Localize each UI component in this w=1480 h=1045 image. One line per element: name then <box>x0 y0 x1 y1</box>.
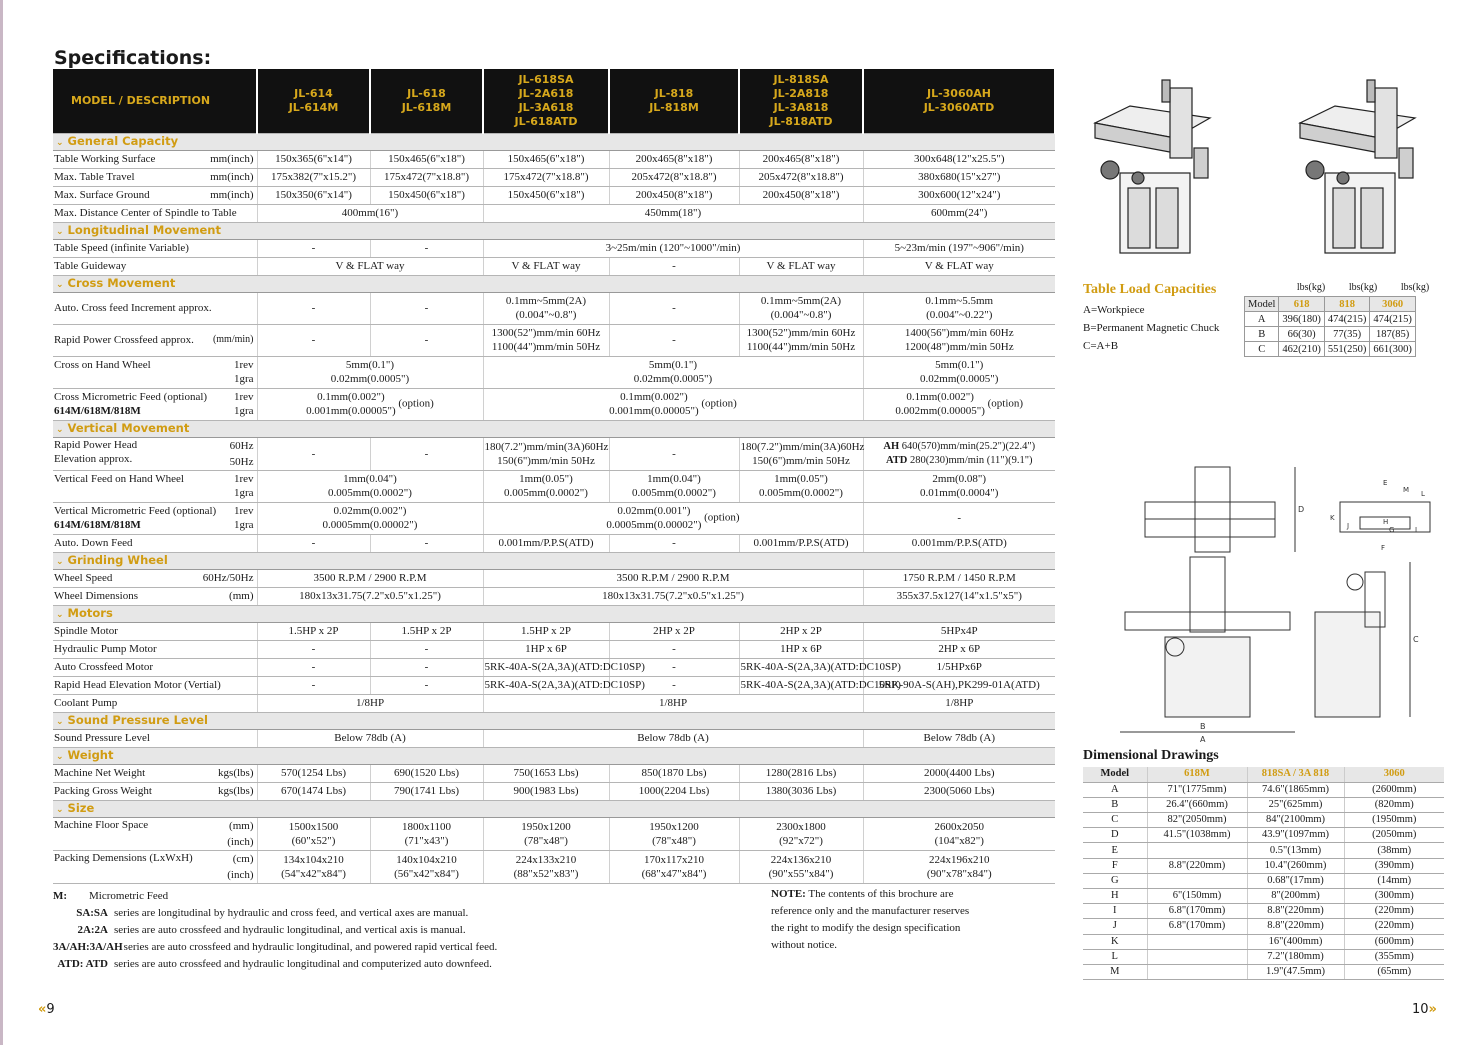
table-row: Table Working Surface mm(inch) 150x365(6"x14") 150x465(6"x18") 150x465(6"x18") 200x465(8"x18") 200x465(8"x18") 300x648(12"x25.5") <box>53 150 1055 168</box>
table-row: Max. Surface Ground mm(inch) 150x350(6"x14") 150x450(6"x18") 150x450(6"x18") 200x450(8"x18") 200x450(8"x18") 300x600(12"x24") <box>53 186 1055 204</box>
legend-item: 2A:2A series are auto crossfeed and hydraulic longitudinal, and vertical axis is manual. <box>77 924 466 936</box>
table-row: J 6.8"(170mm) 8.8"(220mm) (220mm) <box>1083 919 1444 934</box>
dim-header-row: Model 618M 818SA / 3A 818 3060 <box>1083 767 1444 782</box>
table-row: Machine Net Weight kgs(lbs) 570(1254 Lbs) 690(1520 Lbs) 750(1653 Lbs) 850(1870 Lbs) 1280(2816 Lbs) 2000(4400 Lbs) <box>53 764 1055 782</box>
model-description-header: MODEL / DESCRIPTION <box>53 69 257 133</box>
table-row: C 462(210) 551(250) 661(300) <box>1245 342 1416 357</box>
load-units: lbs(kg) lbs(kg) lbs(kg) <box>1296 282 1430 293</box>
page-number-right: 10» <box>1412 1002 1437 1017</box>
table-row: G 0.68"(17mm) (14mm) <box>1083 873 1444 888</box>
double-chevron-right-icon: » <box>1428 1002 1437 1017</box>
legend-item: ATD: ATD series are auto crossfeed and hydraulic longitudinal and computerized auto downfeed. <box>57 958 492 970</box>
svg-text:J: J <box>1347 522 1350 530</box>
page-edge <box>0 0 3 1045</box>
table-row: Rapid Power Crossfeed approx. (mm/min) - - 1300(52")mm/min 60Hz 1100(44")mm/min 50Hz - 1300(52")mm/min 60Hz 1100(44")mm/min 50Hz 1400(56")mm/min 60Hz 1200(48")mm/min 50Hz <box>53 324 1055 356</box>
chevron-down-icon: ⌄ <box>56 137 64 148</box>
table-row: Rapid Head Elevation Motor (Vertial) - - 5RK-40A-S(2A,3A)(ATD:DC10SP) - 5RK-40A-S(2A,3A)(ATD:DC10SP) 5RK-90A-S(AH),PK299-01A(ATD) <box>53 676 1055 694</box>
table-header <box>53 69 1055 133</box>
load-capacities-key: A=Workpiece B=Permanent Magnetic Chuck C=A+B <box>1083 304 1220 352</box>
table-row: Wheel Dimensions (mm) 180x13x31.75(7.2"x0.5"x1.25") 180x13x31.75(7.2"x0.5"x1.25") 355x37.5x127(14"x1.5"x5") <box>53 587 1055 605</box>
model-header: JL-818SA JL-2A818 JL-3A818 JL-818ATD <box>739 69 863 133</box>
table-row: Vertical Feed on Hand Wheel 1rev 1gra 1mm(0.04") 0.005mm(0.0002") 1mm(0.05") 0.005mm(0.0002") 1mm(0.04") 0.005mm(0.0002") 1mm(0.05") 0.005mm(0.0002") 2mm(0.08") 0.01mm(0.0004") <box>53 470 1055 502</box>
table-row: K 16"(400mm) (600mm) <box>1083 934 1444 949</box>
machine-illustration-right <box>1295 78 1435 258</box>
section-vertical-movement: ⌄ Vertical Movement <box>53 420 1055 437</box>
legend-item: M: Micrometric Feed <box>53 890 169 902</box>
svg-text:C: C <box>1413 635 1419 644</box>
chevron-down-icon: ⌄ <box>56 226 64 237</box>
page-number-left: «9 <box>38 1002 55 1017</box>
machine-illustration-left <box>1090 78 1230 258</box>
chevron-down-icon: ⌄ <box>56 424 64 435</box>
model-header: JL-818 JL-818M <box>609 69 739 133</box>
table-row: A 396(180) 474(215) 474(215) <box>1245 312 1416 327</box>
table-row: Auto. Down Feed - - 0.001mm/P.P.S(ATD) - 0.001mm/P.P.S(ATD) 0.001mm/P.P.S(ATD) <box>53 534 1055 552</box>
section-sound-pressure: ⌄ Sound Pressure Level <box>53 712 1055 729</box>
svg-text:H: H <box>1383 518 1389 526</box>
table-row: B 66(30) 77(35) 187(85) <box>1245 327 1416 342</box>
section-longitudinal-movement: ⌄ Longitudinal Movement <box>53 222 1055 239</box>
table-row: Coolant Pump 1/8HP 1/8HP 1/8HP <box>53 694 1055 712</box>
chevron-down-icon: ⌄ <box>56 804 64 815</box>
table-row: Spindle Motor 1.5HP x 2P 1.5HP x 2P 1.5HP x 2P 2HP x 2P 2HP x 2P 5HPx4P <box>53 622 1055 640</box>
model-header: JL-618SA JL-2A618 JL-3A618 JL-618ATD <box>483 69 609 133</box>
legend-item: SA:SA series are longitudinal by hydraulic and cross feed, and vertical axes are manual. <box>76 907 469 919</box>
table-row: Packing Gross Weight kgs(lbs) 670(1474 Lbs) 790(1741 Lbs) 900(1983 Lbs) 1000(2204 Lbs) 1380(3036 Lbs) 2300(5060 Lbs) <box>53 782 1055 800</box>
specifications-table <box>53 69 1056 884</box>
model-header: JL-618 JL-618M <box>370 69 483 133</box>
table-row: Table Speed (infinite Variable) - - 3~25m/min (120"~1000"/min) 5~23m/min (197"~906"/min) <box>53 239 1055 257</box>
table-row: Hydraulic Pump Motor - - 1HP x 6P - 1HP x 6P 2HP x 6P <box>53 640 1055 658</box>
table-row: Sound Pressure Level Below 78db (A) Below 78db (A) Below 78db (A) <box>53 729 1055 747</box>
table-row: Machine Floor Space (mm) (inch) 1500x1500 (60"x52") 1800x1100 (71"x43") 1950x1200 (78"x48") 1950x1200 (78"x48") 2300x1800 (92"x72") 2600x2050 (104"x82") <box>53 817 1055 850</box>
table-row: I 6.8"(170mm) 8.8"(220mm) (220mm) <box>1083 904 1444 919</box>
model-header: JL-614 JL-614M <box>257 69 370 133</box>
svg-text:G: G <box>1389 526 1395 534</box>
chevron-down-icon: ⌄ <box>56 609 64 620</box>
legend-item: 3A/AH:3A/AH series are auto crossfeed and hydraulic longitudinal, and powered rapid vertical feed. <box>53 941 498 953</box>
dim-label-d: D <box>1298 505 1305 514</box>
table-row: Cross on Hand Wheel 1rev 1gra 5mm(0.1") 0.02mm(0.0005") 5mm(0.1") 0.02mm(0.0005") 5mm(0.1") 0.02mm(0.0005") <box>53 356 1055 388</box>
load-capacities-title: Table Load Capacities <box>1083 282 1217 297</box>
table-row: 1rev 1gra Vertical Micrometric Feed (optional) 614M/618M/818M 0.02mm(0.002") 0.0005mm(0.00002") 0.02mm(0.001") 0.0005mm(0.00002") (option) - <box>53 502 1055 534</box>
table-row: L 7.2"(180mm) (355mm) <box>1083 949 1444 964</box>
svg-text:B: B <box>1200 722 1206 731</box>
table-row: Max. Table Travel mm(inch) 175x382(7"x15.2") 175x472(7"x18.8") 175x472(7"x18.8") 205x472(8"x18.8") 205x472(8"x18.8") 380x680(15"x27") <box>53 168 1055 186</box>
table-row: Max. Distance Center of Spindle to Table 400mm(16") 450mm(18") 600mm(24") <box>53 204 1055 222</box>
chevron-down-icon: ⌄ <box>56 716 64 727</box>
svg-text:K: K <box>1330 514 1335 522</box>
svg-text:M: M <box>1403 486 1410 494</box>
section-weight: ⌄ Weight <box>53 747 1055 764</box>
table-row: M 1.9"(47.5mm) (65mm) <box>1083 964 1444 979</box>
double-chevron-left-icon: « <box>38 1002 47 1017</box>
page-title: Specifications: <box>54 47 212 69</box>
table-row: Auto. Cross feed Increment approx. - - 0.1mm~5mm(2A) (0.004"~0.8") - 0.1mm~5mm(2A) (0.004"~0.8") 0.1mm~5.5mm (0.004"~0.22") <box>53 292 1055 324</box>
svg-text:E: E <box>1383 479 1388 487</box>
table-row: D 41.5"(1038mm) 43.9"(1097mm) (2050mm) <box>1083 828 1444 843</box>
table-row: 1rev 1gra Cross Micrometric Feed (optional) 614M/618M/818M 0.1mm(0.002") 0.001mm(0.00005") (option) 0.1mm(0.002") 0.001mm(0.00005") (option) 0.1mm(0.002") 0.002mm(0.00005") (option) <box>53 388 1055 420</box>
svg-text:A: A <box>1200 735 1206 744</box>
series-legend <box>53 888 497 973</box>
svg-text:I: I <box>1415 526 1418 534</box>
dimensional-table <box>1083 767 1444 980</box>
table-row: H 6"(150mm) 8"(200mm) (300mm) <box>1083 889 1444 904</box>
table-row: E 0.5"(13mm) (38mm) <box>1083 843 1444 858</box>
table-row: A 71"(1775mm) 74.6"(1865mm) (2600mm) <box>1083 782 1444 797</box>
chevron-down-icon: ⌄ <box>56 279 64 290</box>
table-row: F 8.8"(220mm) 10.4"(260mm) (390mm) <box>1083 858 1444 873</box>
table-row: Table Guideway V & FLAT way V & FLAT way - V & FLAT way V & FLAT way <box>53 257 1055 275</box>
disclaimer-note: NOTE: The contents of this brochure are reference only and the manufacturer reserves the right to modify the design specification without notice. <box>771 888 970 951</box>
table-row: 60Hz 50Hz Rapid Power Head Elevation approx. - - 180(7.2")mm/min(3A)60Hz 150(6")mm/min 50Hz - 180(7.2")mm/min(3A)60Hz 150(6")mm/min 50Hz AH 640(570)mm/min(25.2")(22.4") ATD 280(230)mm/min (11")(9.1") <box>53 437 1055 470</box>
chevron-down-icon: ⌄ <box>56 556 64 567</box>
section-motors: ⌄ Motors <box>53 605 1055 622</box>
table-row: B 26.4"(660mm) 25"(625mm) (820mm) <box>1083 797 1444 812</box>
section-grinding-wheel: ⌄ Grinding Wheel <box>53 552 1055 569</box>
section-size: ⌄ Size <box>53 800 1055 817</box>
svg-text:L: L <box>1421 490 1425 498</box>
section-cross-movement: ⌄ Cross Movement <box>53 275 1055 292</box>
dimensional-drawing <box>1115 462 1445 747</box>
load-capacities-table: Model 618 818 3060 A 396(180) 474(215) 474(215) B 66(30) 77(35) 187(85) C 462(210) 551(250) 661(300) <box>1244 296 1416 357</box>
table-row: Packing Demensions (LxWxH) (cm) (inch) 134x104x210 (54"x42"x84") 140x104x210 (56"x42"x84") 224x133x210 (88"x52"x83") 170x117x210 (68"x47"x84") 224x136x210 (90"x55"x84") 224x196x210 (90"x78"x84") <box>53 850 1055 883</box>
dimensional-drawings-title: Dimensional Drawings <box>1083 748 1219 763</box>
table-row: Auto Crossfeed Motor - - 5RK-40A-S(2A,3A)(ATD:DC10SP) - 5RK-40A-S(2A,3A)(ATD:DC10SP) 1/5HPx6P <box>53 658 1055 676</box>
svg-text:F: F <box>1381 544 1386 552</box>
table-row: C 82"(2050mm) 84"(2100mm) (1950mm) <box>1083 813 1444 828</box>
section-general-capacity: ⌄ General Capacity <box>53 133 1055 150</box>
table-row: Wheel Speed 60Hz/50Hz 3500 R.P.M / 2900 R.P.M 3500 R.P.M / 2900 R.P.M 1750 R.P.M / 1450 R.P.M <box>53 569 1055 587</box>
model-header: JL-3060AH JL-3060ATD <box>863 69 1055 133</box>
chevron-down-icon: ⌄ <box>56 751 64 762</box>
